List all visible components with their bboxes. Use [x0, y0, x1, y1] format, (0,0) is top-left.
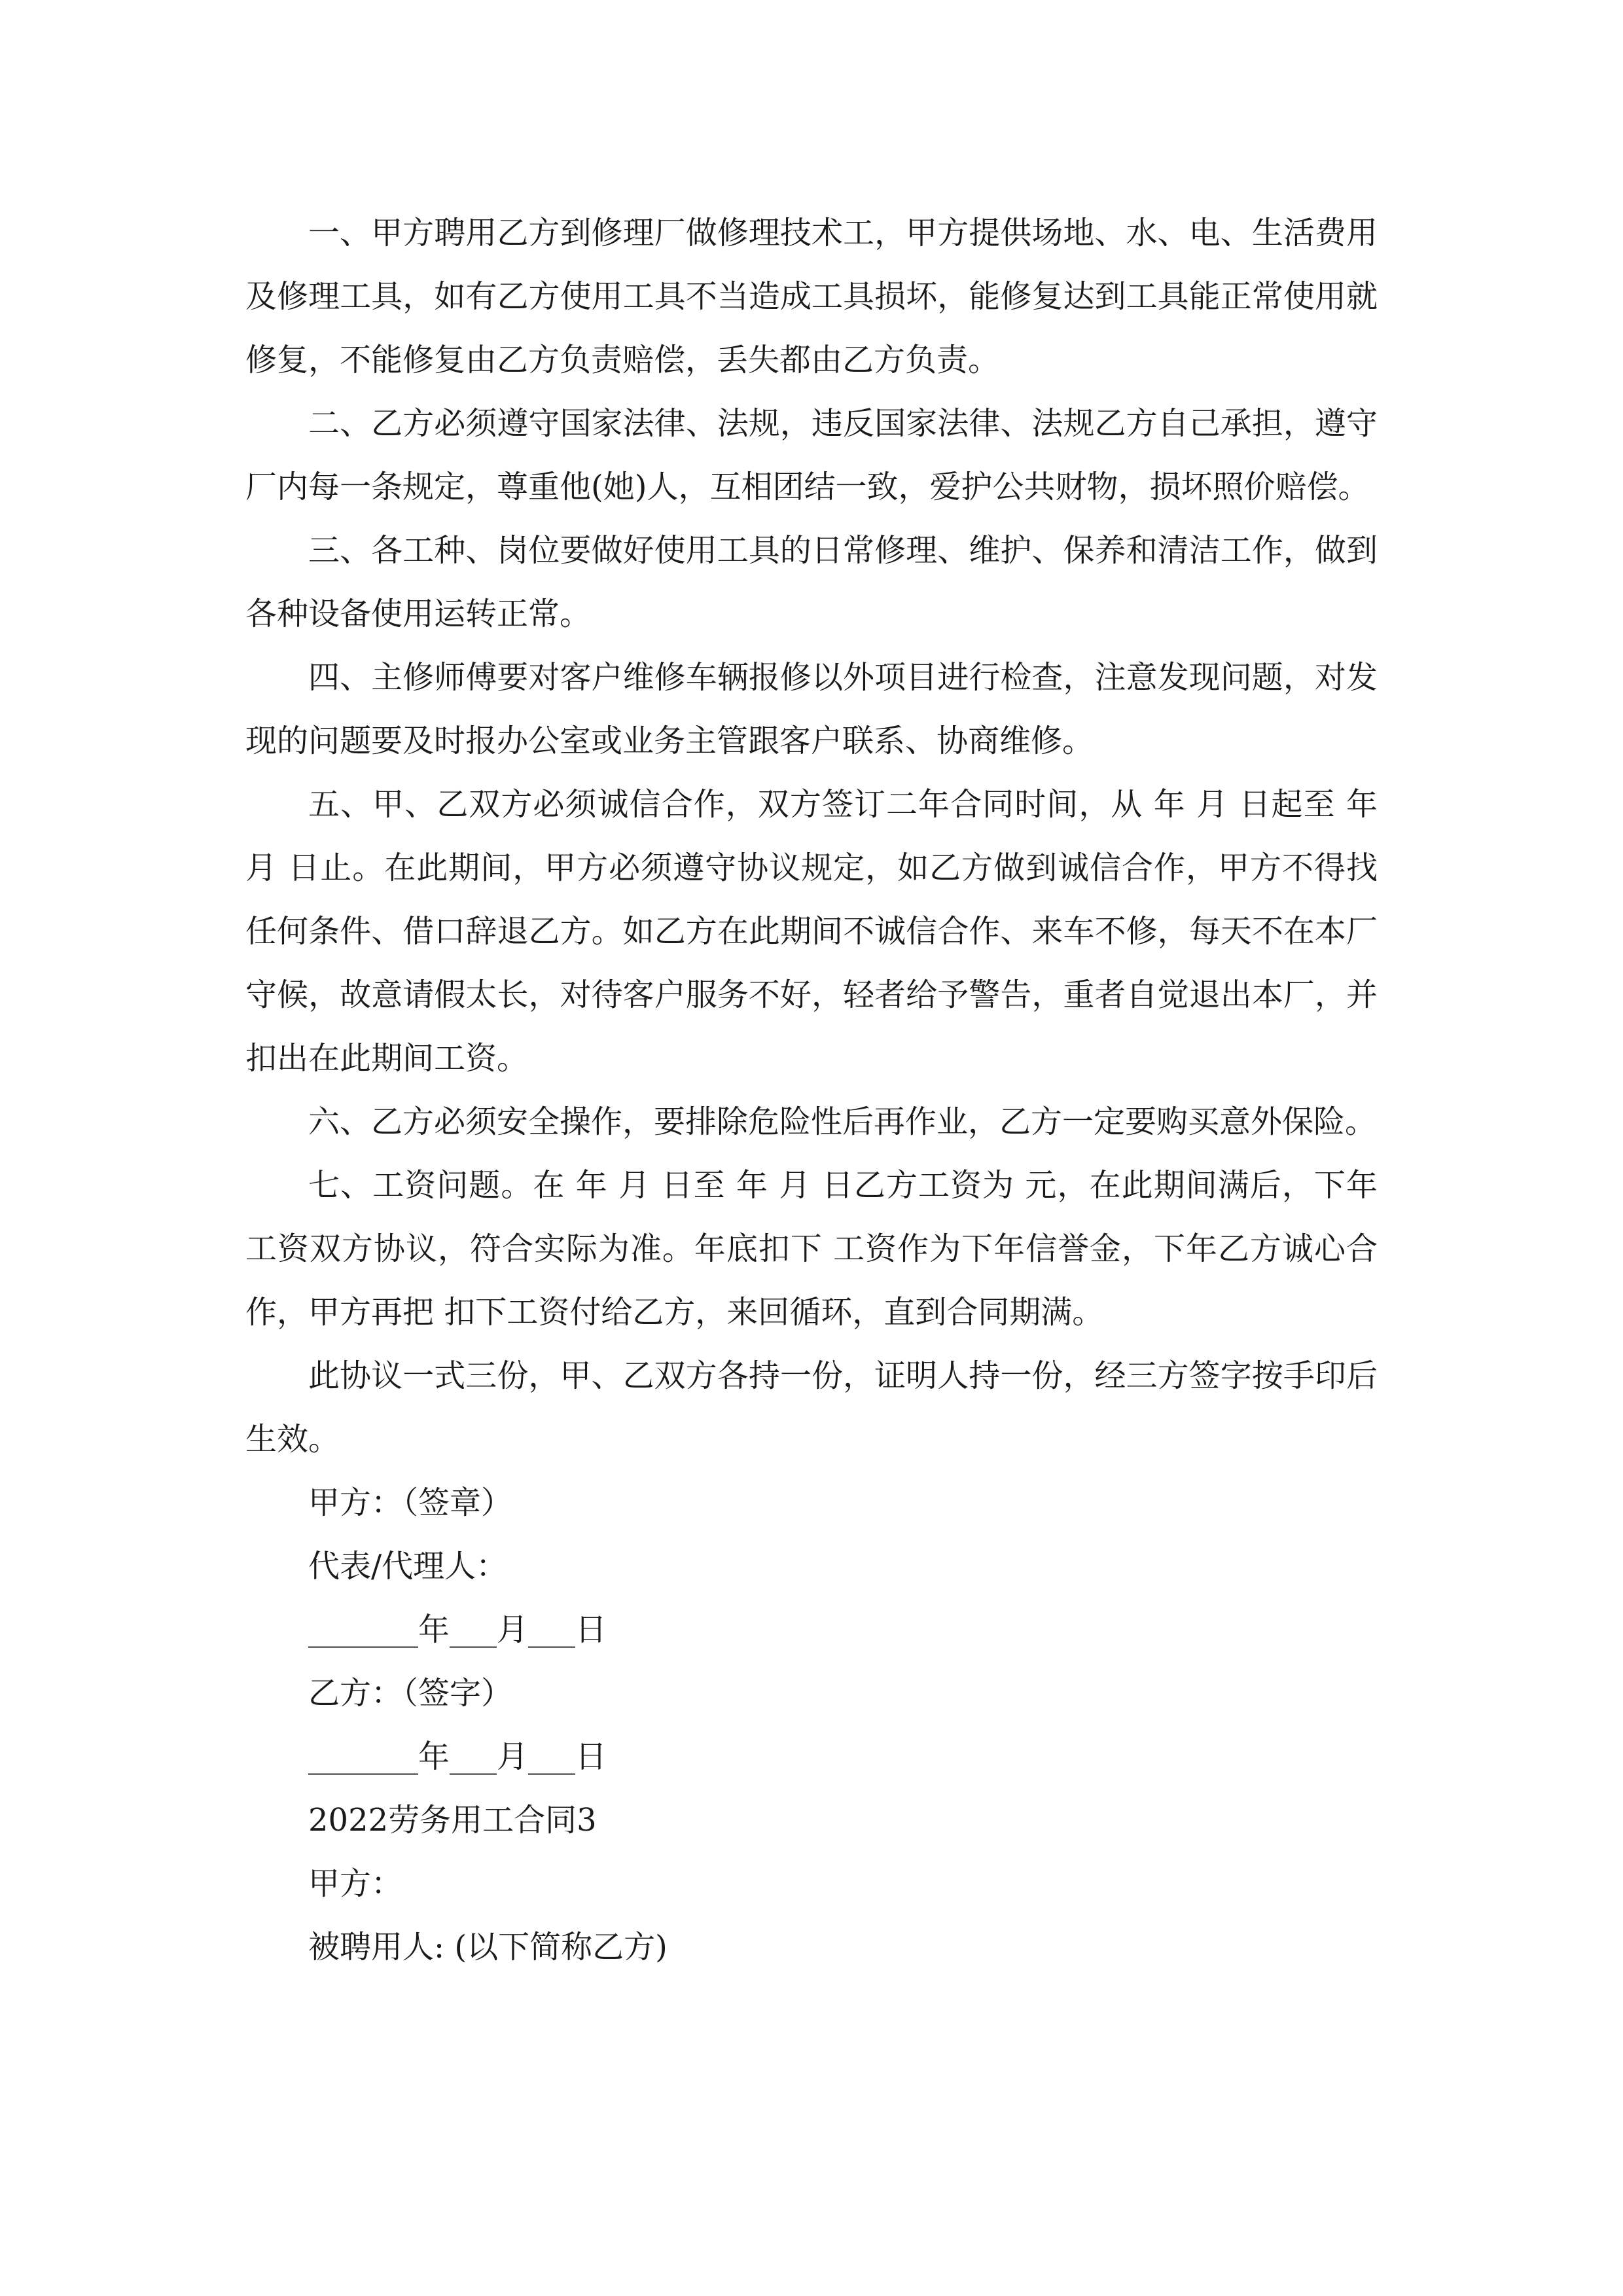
clause-2: 二、乙方必须遵守国家法律、法规，违反国家法律、法规乙方自己承担，遵守厂内每一条规定，尊重他(她)人，互相团结一致，爱护公共财物，损坏照价赔偿。: [245, 405, 1378, 505]
clause-1: 一、甲方聘用乙方到修理厂做修理技术工，甲方提供场地、水、电、生活费用及修理工具，如有乙方使用工具不当造成工具损坏，能修复达到工具能正常使用就修复，不能修复由乙方负责赔偿，丢失都由乙方负责。: [245, 215, 1378, 378]
party-a-signature: 甲方：（签章）: [308, 1484, 513, 1521]
party-b-signature: 乙方：（签字）: [308, 1675, 513, 1712]
clause-5: 五、甲、乙双方必须诚信合作，双方签订二年合同时间，从 年 月 日起至 年 月 日止。在此期间，甲方必须遵守协议规定，如乙方做到诚信合作，甲方不得找任何条件、借口辞退乙方。如乙方在此期间不诚信合作、来车不修，每天不在本厂守候，故意请假太长，对待客户服务不好，轻者给予警告，重者自觉退出本厂，并扣出在此期间工资。: [245, 786, 1378, 1077]
clause-3: 三、各工种、岗位要做好使用工具的日常修理、维护、保养和清洁工作，做到各种设备使用运转正常。: [245, 532, 1378, 632]
representative-label: 代表/代理人：: [308, 1548, 508, 1585]
effectiveness-clause: 此协议一式三份，甲、乙双方各持一份，证明人持一份，经三方签字按手印后生效。: [245, 1357, 1378, 1458]
party-a-date: _______年___月___日: [308, 1611, 607, 1648]
party-b-date: _______年___月___日: [308, 1738, 607, 1775]
contract-body: [245, 202, 1378, 1979]
clause-4: 四、主修师傅要对客户维修车辆报修以外项目进行检查，注意发现问题，对发现的问题要及时报办公室或业务主管跟客户联系、协商维修。: [245, 659, 1378, 759]
next-contract-party-a: 甲方：: [308, 1865, 403, 1902]
clause-7: 七、工资问题。在 年 月 日至 年 月 日乙方工资为 元，在此期间满后，下年工资双方协议，符合实际为准。年底扣下 工资作为下年信誉金，下年乙方诚心合作，甲方再把 扣下工资付给乙方，来回循环，直到合同期满。: [245, 1167, 1378, 1331]
next-contract-title: 2022劳务用工合同3: [308, 1802, 597, 1839]
clause-6: 六、乙方必须安全操作，要排除危险性后再作业，乙方一定要购买意外保险。: [308, 1103, 1377, 1140]
next-contract-employee: 被聘用人: (以下简称乙方): [308, 1929, 668, 1965]
